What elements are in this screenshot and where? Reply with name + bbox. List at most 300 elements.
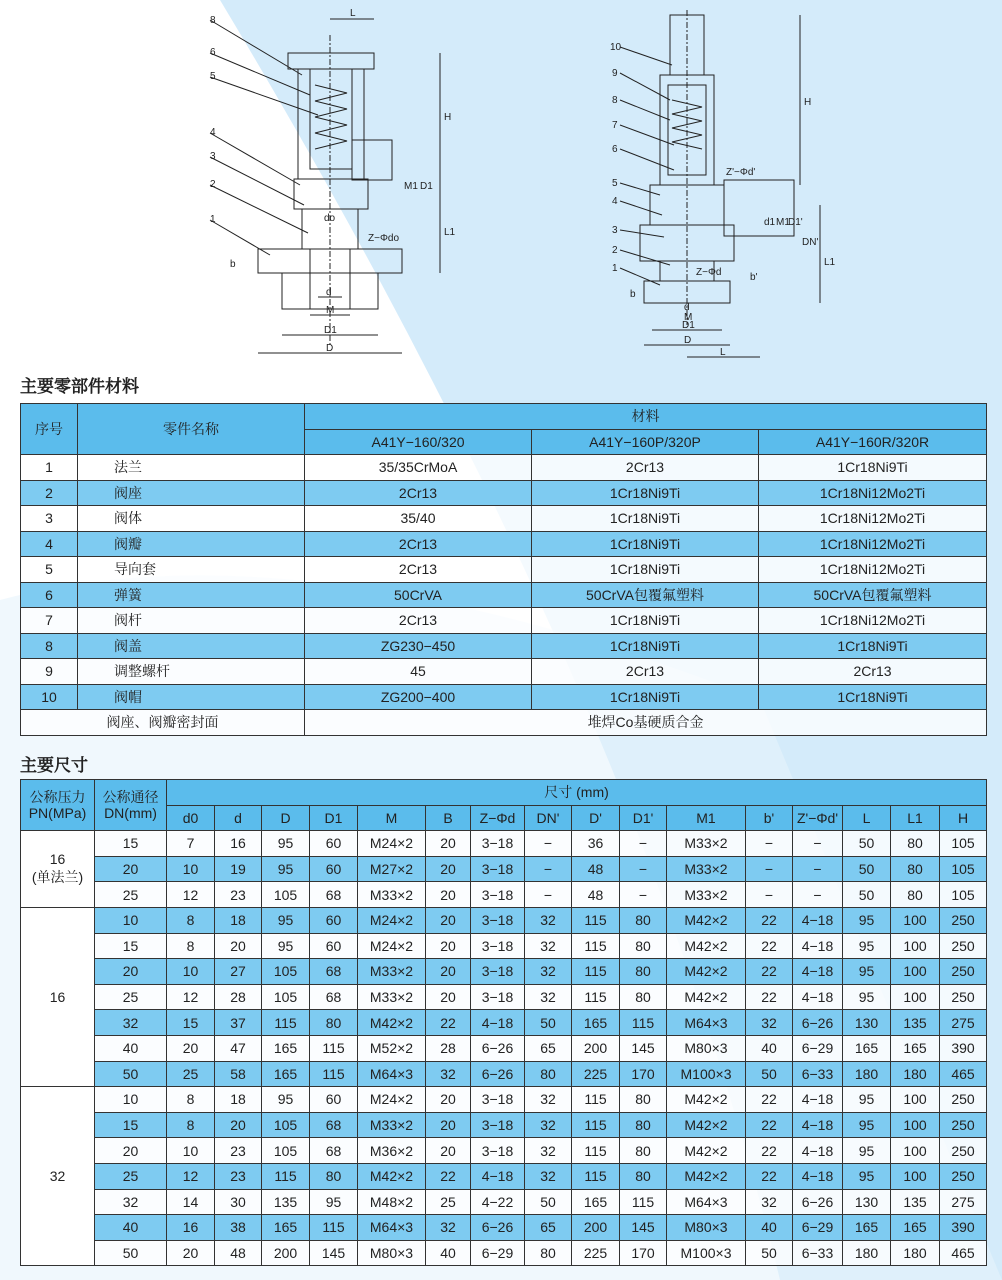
dim-label: M1 bbox=[404, 181, 418, 192]
dim-cell: 95 bbox=[843, 984, 891, 1010]
dim-cell: M36×2 bbox=[358, 1138, 426, 1164]
material-cell: 50CrVA包覆氟塑料 bbox=[759, 582, 987, 608]
part-name-cell: 阀盖 bbox=[78, 633, 305, 659]
dim-cell: 105 bbox=[262, 984, 310, 1010]
material-row bbox=[21, 455, 987, 481]
material-cell: 1Cr18Ni9Ti bbox=[532, 506, 759, 532]
dim-cell: 6−33 bbox=[793, 1240, 843, 1266]
dim-cell: 15 bbox=[167, 1010, 215, 1036]
dim-column-header: M bbox=[358, 805, 426, 831]
dimensions-title: 主要尺寸 bbox=[20, 756, 88, 776]
dim-cell: − bbox=[620, 856, 667, 882]
part-name-cell: 阀帽 bbox=[78, 684, 305, 710]
material-cell: 35/35CrMoA bbox=[305, 455, 532, 481]
dn-cell: 32 bbox=[95, 1010, 167, 1036]
dim-cell: 32 bbox=[746, 1010, 793, 1036]
dim-cell: 40 bbox=[746, 1215, 793, 1241]
pn-value: 16 bbox=[49, 989, 66, 1006]
dim-cell: 250 bbox=[940, 959, 987, 985]
pn-value: 16 bbox=[49, 851, 66, 868]
dim-cell: 22 bbox=[426, 1010, 471, 1036]
dim-cell: 20 bbox=[215, 933, 262, 959]
dim-column-header: D' bbox=[572, 805, 620, 831]
dim-cell: 115 bbox=[572, 1138, 620, 1164]
dim-cell: 200 bbox=[262, 1240, 310, 1266]
part-label: 7 bbox=[612, 120, 618, 131]
dn-cell: 40 bbox=[95, 1035, 167, 1061]
dim-cell: M42×2 bbox=[667, 984, 746, 1010]
dim-label: d bbox=[684, 302, 690, 313]
dim-cell: 105 bbox=[940, 882, 987, 908]
dim-column-header: D bbox=[262, 805, 310, 831]
dim-cell: M52×2 bbox=[358, 1035, 426, 1061]
dim-cell: 80 bbox=[310, 1163, 358, 1189]
dim-cell: 68 bbox=[310, 882, 358, 908]
part-label: 5 bbox=[612, 178, 618, 189]
dim-cell: 32 bbox=[525, 1163, 572, 1189]
part-label: 6 bbox=[210, 47, 216, 58]
no-cell: 8 bbox=[21, 633, 78, 659]
dim-cell: 32 bbox=[525, 907, 572, 933]
dim-cell: 4−18 bbox=[793, 1138, 843, 1164]
dim-cell: 105 bbox=[940, 856, 987, 882]
material-cell: 1Cr18Ni9Ti bbox=[532, 480, 759, 506]
dim-cell: 100 bbox=[891, 933, 940, 959]
dim-label: do bbox=[324, 213, 336, 224]
dimension-row bbox=[21, 933, 987, 959]
dim-cell: 170 bbox=[620, 1240, 667, 1266]
dim-cell: 95 bbox=[843, 1163, 891, 1189]
dim-cell: 165 bbox=[843, 1215, 891, 1241]
dim-cell: M24×2 bbox=[358, 1087, 426, 1113]
dim-cell: − bbox=[793, 831, 843, 857]
dimension-row bbox=[21, 959, 987, 985]
material-cell: 1Cr18Ni12Mo2Ti bbox=[759, 608, 987, 634]
dim-cell: 465 bbox=[940, 1061, 987, 1087]
dim-cell: 225 bbox=[572, 1061, 620, 1087]
material-cell: 1Cr18Ni12Mo2Ti bbox=[759, 557, 987, 583]
material-cell: 1Cr18Ni12Mo2Ti bbox=[759, 506, 987, 532]
dim-cell: M42×2 bbox=[667, 959, 746, 985]
dim-cell: 115 bbox=[572, 1087, 620, 1113]
material-cell: 1Cr18Ni9Ti bbox=[532, 557, 759, 583]
dim-cell: 68 bbox=[310, 1138, 358, 1164]
dim-cell: 30 bbox=[215, 1189, 262, 1215]
dim-cell: M33×2 bbox=[358, 882, 426, 908]
part-label: 10 bbox=[610, 42, 622, 53]
dim-cell: 80 bbox=[620, 959, 667, 985]
dimension-row bbox=[21, 1061, 987, 1087]
dim-cell: 250 bbox=[940, 1087, 987, 1113]
dim-cell: 10 bbox=[167, 959, 215, 985]
dim-cell: 465 bbox=[940, 1240, 987, 1266]
dim-cell: 8 bbox=[167, 907, 215, 933]
material-cell: 1Cr18Ni9Ti bbox=[759, 684, 987, 710]
dim-cell: 170 bbox=[620, 1061, 667, 1087]
material-cell: 2Cr13 bbox=[305, 608, 532, 634]
dim-column-header: d bbox=[215, 805, 262, 831]
dim-label: D bbox=[684, 335, 692, 346]
dim-cell: 20 bbox=[426, 907, 471, 933]
dim-cell: 80 bbox=[620, 1087, 667, 1113]
dim-cell: 115 bbox=[310, 1035, 358, 1061]
sealing-surface-value: 堆焊Co基硬质合金 bbox=[305, 710, 987, 736]
dim-cell: 225 bbox=[572, 1240, 620, 1266]
dim-cell: 250 bbox=[940, 1138, 987, 1164]
dim-cell: 6−26 bbox=[793, 1010, 843, 1036]
dn-cell: 50 bbox=[95, 1061, 167, 1087]
dim-cell: 200 bbox=[572, 1035, 620, 1061]
dim-cell: 95 bbox=[843, 1087, 891, 1113]
header-material: 材料 bbox=[305, 404, 987, 430]
dim-cell: 65 bbox=[525, 1215, 572, 1241]
dim-cell: 180 bbox=[843, 1240, 891, 1266]
dim-cell: 165 bbox=[891, 1215, 940, 1241]
dim-cell: 48 bbox=[572, 856, 620, 882]
dim-cell: 250 bbox=[940, 984, 987, 1010]
dim-cell: 3−18 bbox=[471, 882, 525, 908]
dim-cell: 130 bbox=[843, 1010, 891, 1036]
dim-cell: 6−26 bbox=[471, 1215, 525, 1241]
dn-cell: 25 bbox=[95, 984, 167, 1010]
dn-cell: 15 bbox=[95, 1112, 167, 1138]
dimension-row bbox=[21, 1163, 987, 1189]
no-cell: 10 bbox=[21, 684, 78, 710]
header-no: 序号 bbox=[21, 404, 78, 455]
dim-cell: 65 bbox=[525, 1035, 572, 1061]
dim-cell: − bbox=[793, 856, 843, 882]
dim-cell: 100 bbox=[891, 907, 940, 933]
sealing-surface-label: 阀座、阀瓣密封面 bbox=[21, 710, 305, 736]
dim-label: b bbox=[230, 259, 236, 270]
dim-cell: 80 bbox=[620, 984, 667, 1010]
dim-cell: 20 bbox=[426, 1138, 471, 1164]
dim-cell: 390 bbox=[940, 1035, 987, 1061]
dim-label: D1 bbox=[682, 320, 695, 331]
part-name-cell: 阀瓣 bbox=[78, 531, 305, 557]
dim-cell: − bbox=[746, 882, 793, 908]
material-cell: 1Cr18Ni9Ti bbox=[532, 531, 759, 557]
dim-cell: M80×3 bbox=[667, 1035, 746, 1061]
dim-cell: 32 bbox=[525, 959, 572, 985]
dim-cell: 20 bbox=[426, 1087, 471, 1113]
dim-cell: 50 bbox=[525, 1010, 572, 1036]
dim-cell: 3−18 bbox=[471, 933, 525, 959]
dim-label: H bbox=[444, 112, 452, 123]
material-cell: 50CrVA包覆氟塑料 bbox=[532, 582, 759, 608]
dim-cell: 32 bbox=[525, 1112, 572, 1138]
dim-label: M bbox=[684, 312, 693, 323]
part-label: 4 bbox=[612, 196, 618, 207]
dim-label: L1 bbox=[444, 227, 456, 238]
dim-cell: 95 bbox=[843, 933, 891, 959]
dim-cell: 100 bbox=[891, 1087, 940, 1113]
dim-cell: 8 bbox=[167, 933, 215, 959]
dim-cell: 4−18 bbox=[793, 933, 843, 959]
dim-cell: 20 bbox=[426, 959, 471, 985]
dim-cell: 80 bbox=[310, 1010, 358, 1036]
material-row bbox=[21, 531, 987, 557]
dim-cell: 115 bbox=[262, 1010, 310, 1036]
dim-cell: 165 bbox=[262, 1061, 310, 1087]
dim-cell: 22 bbox=[746, 907, 793, 933]
dim-label: M bbox=[326, 305, 335, 316]
material-cell: 2Cr13 bbox=[532, 659, 759, 685]
dim-cell: 4−18 bbox=[793, 1112, 843, 1138]
dim-cell: 20 bbox=[426, 831, 471, 857]
dim-cell: M48×2 bbox=[358, 1189, 426, 1215]
dim-cell: 250 bbox=[940, 907, 987, 933]
dn-cell: 40 bbox=[95, 1215, 167, 1241]
part-name-cell: 法兰 bbox=[78, 455, 305, 481]
dim-cell: 115 bbox=[572, 959, 620, 985]
dim-cell: 28 bbox=[215, 984, 262, 1010]
material-cell: 1Cr18Ni9Ti bbox=[532, 608, 759, 634]
sealing-surface-row bbox=[21, 710, 987, 736]
dimension-row bbox=[21, 1240, 987, 1266]
dim-cell: 115 bbox=[572, 1163, 620, 1189]
dim-cell: 32 bbox=[746, 1189, 793, 1215]
part-label: 9 bbox=[612, 68, 618, 79]
dim-cell: 100 bbox=[891, 1112, 940, 1138]
dim-cell: 3−18 bbox=[471, 959, 525, 985]
dim-cell: 6−29 bbox=[471, 1240, 525, 1266]
part-name-cell: 调整螺杆 bbox=[78, 659, 305, 685]
dim-cell: M64×3 bbox=[667, 1189, 746, 1215]
material-cell: 1Cr18Ni12Mo2Ti bbox=[759, 531, 987, 557]
dim-cell: 250 bbox=[940, 1163, 987, 1189]
no-cell: 1 bbox=[21, 455, 78, 481]
dim-label: b' bbox=[750, 272, 758, 283]
dim-cell: 80 bbox=[525, 1061, 572, 1087]
dim-cell: − bbox=[746, 831, 793, 857]
pn-note: (单法兰) bbox=[31, 869, 84, 886]
dim-column-header: b' bbox=[746, 805, 793, 831]
dim-cell: 105 bbox=[262, 1112, 310, 1138]
dim-cell: 80 bbox=[891, 831, 940, 857]
dim-column-header: H bbox=[940, 805, 987, 831]
dim-cell: M33×2 bbox=[358, 984, 426, 1010]
dim-cell: 95 bbox=[843, 959, 891, 985]
dim-cell: 32 bbox=[525, 1087, 572, 1113]
dim-cell: 4−18 bbox=[471, 1163, 525, 1189]
dn-cell: 32 bbox=[95, 1189, 167, 1215]
dim-cell: 20 bbox=[426, 882, 471, 908]
dim-cell: 3−18 bbox=[471, 907, 525, 933]
dim-cell: 115 bbox=[310, 1061, 358, 1087]
material-cell: 35/40 bbox=[305, 506, 532, 532]
dim-cell: 22 bbox=[426, 1163, 471, 1189]
dim-cell: 22 bbox=[746, 933, 793, 959]
valve-drawing-double-flange bbox=[600, 5, 960, 360]
material-cell: 2Cr13 bbox=[305, 480, 532, 506]
part-label: 2 bbox=[210, 179, 216, 190]
dim-label: H bbox=[804, 97, 812, 108]
dim-cell: M80×3 bbox=[358, 1240, 426, 1266]
dim-column-header: M1 bbox=[667, 805, 746, 831]
dim-cell: 6−26 bbox=[471, 1035, 525, 1061]
dim-column-header: D1' bbox=[620, 805, 667, 831]
dim-cell: 105 bbox=[262, 882, 310, 908]
dim-cell: 14 bbox=[167, 1189, 215, 1215]
dimension-row bbox=[21, 831, 987, 857]
dim-cell: 68 bbox=[310, 1112, 358, 1138]
dim-cell: 20 bbox=[215, 1112, 262, 1138]
dim-cell: M24×2 bbox=[358, 933, 426, 959]
material-row bbox=[21, 608, 987, 634]
part-name-cell: 阀体 bbox=[78, 506, 305, 532]
dim-cell: 22 bbox=[746, 959, 793, 985]
dim-cell: 105 bbox=[262, 1138, 310, 1164]
dim-cell: 60 bbox=[310, 1087, 358, 1113]
dim-cell: 4−18 bbox=[793, 907, 843, 933]
dim-cell: 7 bbox=[167, 831, 215, 857]
valve-drawing-single-flange bbox=[190, 5, 480, 365]
dn-cell: 10 bbox=[95, 1087, 167, 1113]
no-cell: 2 bbox=[21, 480, 78, 506]
dim-label: d1 bbox=[764, 217, 776, 228]
no-cell: 3 bbox=[21, 506, 78, 532]
dim-cell: 105 bbox=[262, 959, 310, 985]
materials-table bbox=[20, 403, 987, 736]
dim-cell: 32 bbox=[525, 933, 572, 959]
dim-cell: 80 bbox=[891, 882, 940, 908]
dim-cell: M64×3 bbox=[667, 1010, 746, 1036]
dim-cell: 50 bbox=[746, 1240, 793, 1266]
material-row bbox=[21, 633, 987, 659]
dim-cell: 6−33 bbox=[793, 1061, 843, 1087]
dim-cell: 60 bbox=[310, 907, 358, 933]
dim-cell: 12 bbox=[167, 1163, 215, 1189]
dn-cell: 20 bbox=[95, 1138, 167, 1164]
dim-label: Z'−Φd' bbox=[726, 167, 756, 178]
dim-cell: 47 bbox=[215, 1035, 262, 1061]
dim-cell: 40 bbox=[426, 1240, 471, 1266]
dim-cell: 12 bbox=[167, 882, 215, 908]
dim-cell: 3−18 bbox=[471, 831, 525, 857]
dim-column-header: Z'−Φd' bbox=[793, 805, 843, 831]
materials-title: 主要零部件材料 bbox=[20, 377, 139, 397]
dim-cell: 18 bbox=[215, 1087, 262, 1113]
dim-cell: 4−18 bbox=[793, 1163, 843, 1189]
dim-cell: 22 bbox=[746, 1087, 793, 1113]
dim-cell: 20 bbox=[167, 1035, 215, 1061]
dim-cell: 6−26 bbox=[471, 1061, 525, 1087]
dimension-row bbox=[21, 1112, 987, 1138]
dim-cell: 23 bbox=[215, 1163, 262, 1189]
part-label: 1 bbox=[210, 214, 216, 225]
dim-cell: 80 bbox=[891, 856, 940, 882]
dim-cell: M42×2 bbox=[667, 1163, 746, 1189]
dim-cell: 95 bbox=[262, 1087, 310, 1113]
dn-cell: 20 bbox=[95, 959, 167, 985]
dim-cell: 3−18 bbox=[471, 1087, 525, 1113]
material-cell: 1Cr18Ni9Ti bbox=[759, 455, 987, 481]
header-model: A41Y−160R/320R bbox=[759, 429, 987, 455]
dim-cell: 95 bbox=[262, 856, 310, 882]
dim-cell: 10 bbox=[167, 1138, 215, 1164]
dim-cell: 4−18 bbox=[793, 959, 843, 985]
dim-cell: 95 bbox=[262, 933, 310, 959]
dim-cell: M64×3 bbox=[358, 1061, 426, 1087]
part-name-cell: 导向套 bbox=[78, 557, 305, 583]
material-row bbox=[21, 659, 987, 685]
part-label: 4 bbox=[210, 127, 216, 138]
dimensions-table bbox=[20, 779, 987, 1266]
dim-cell: 200 bbox=[572, 1215, 620, 1241]
material-cell: 2Cr13 bbox=[759, 659, 987, 685]
dim-cell: 165 bbox=[262, 1215, 310, 1241]
dim-column-header: L bbox=[843, 805, 891, 831]
dim-cell: 48 bbox=[215, 1240, 262, 1266]
dim-cell: 22 bbox=[746, 1138, 793, 1164]
dim-cell: M33×2 bbox=[358, 959, 426, 985]
dim-label: b bbox=[630, 289, 636, 300]
dim-cell: 4−18 bbox=[793, 1087, 843, 1113]
dim-cell: 165 bbox=[262, 1035, 310, 1061]
dim-cell: 22 bbox=[746, 984, 793, 1010]
dim-cell: 20 bbox=[426, 984, 471, 1010]
dim-cell: 95 bbox=[843, 1112, 891, 1138]
dim-column-header: B bbox=[426, 805, 471, 831]
dim-cell: 25 bbox=[426, 1189, 471, 1215]
dim-cell: 80 bbox=[525, 1240, 572, 1266]
dn-cell: 25 bbox=[95, 882, 167, 908]
part-label: 5 bbox=[210, 71, 216, 82]
dim-cell: M33×2 bbox=[667, 882, 746, 908]
pn-cell bbox=[21, 907, 95, 1086]
dim-cell: 165 bbox=[891, 1035, 940, 1061]
dim-cell: 36 bbox=[572, 831, 620, 857]
part-label: 6 bbox=[612, 144, 618, 155]
dim-cell: 3−18 bbox=[471, 1138, 525, 1164]
dn-cell: 50 bbox=[95, 1240, 167, 1266]
dim-cell: 32 bbox=[525, 984, 572, 1010]
dim-cell: 80 bbox=[620, 1163, 667, 1189]
part-name-cell: 弹簧 bbox=[78, 582, 305, 608]
dimension-row bbox=[21, 1138, 987, 1164]
dim-cell: 40 bbox=[746, 1035, 793, 1061]
dimension-row bbox=[21, 882, 987, 908]
dim-cell: 105 bbox=[940, 831, 987, 857]
dim-cell: 115 bbox=[572, 984, 620, 1010]
material-cell: 50CrVA bbox=[305, 582, 532, 608]
dim-cell: 165 bbox=[843, 1035, 891, 1061]
dim-cell: 100 bbox=[891, 959, 940, 985]
dim-label: L1 bbox=[824, 257, 836, 268]
dim-label: L bbox=[720, 347, 726, 358]
material-row bbox=[21, 480, 987, 506]
material-row bbox=[21, 582, 987, 608]
dim-column-header: Z−Φd bbox=[471, 805, 525, 831]
dim-cell: 115 bbox=[262, 1163, 310, 1189]
dim-cell: 180 bbox=[891, 1061, 940, 1087]
dim-label: DN' bbox=[802, 237, 819, 248]
dim-cell: 115 bbox=[620, 1189, 667, 1215]
dim-cell: 6−29 bbox=[793, 1035, 843, 1061]
dim-cell: 135 bbox=[262, 1189, 310, 1215]
dim-cell: 95 bbox=[262, 831, 310, 857]
part-label: 1 bbox=[612, 263, 618, 274]
no-cell: 7 bbox=[21, 608, 78, 634]
dim-cell: 20 bbox=[426, 1112, 471, 1138]
dim-cell: 60 bbox=[310, 933, 358, 959]
dim-cell: 250 bbox=[940, 1112, 987, 1138]
dim-cell: M42×2 bbox=[667, 933, 746, 959]
dim-cell: 390 bbox=[940, 1215, 987, 1241]
dimension-row bbox=[21, 1189, 987, 1215]
dim-cell: − bbox=[746, 856, 793, 882]
